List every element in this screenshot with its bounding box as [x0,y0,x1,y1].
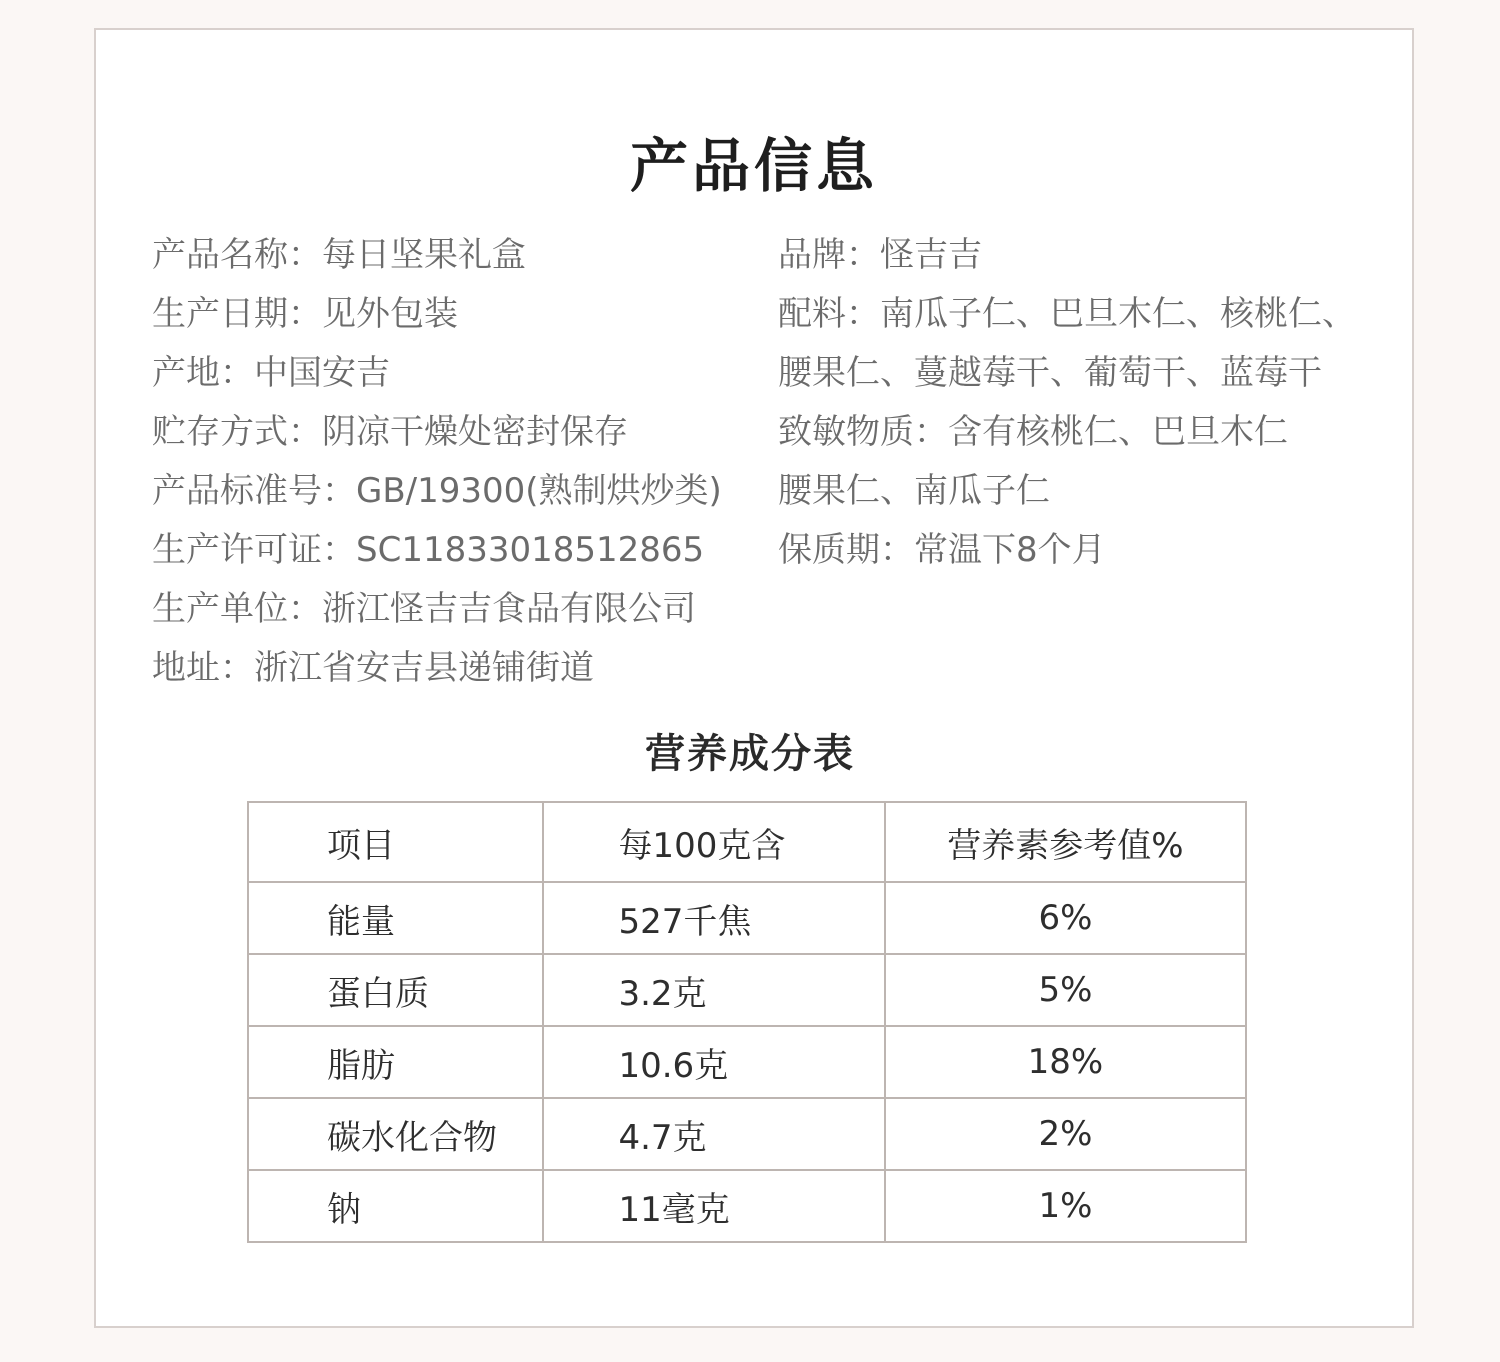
cell-nrv: 18% [885,1026,1246,1098]
cell-amount: 3.2克 [543,954,884,1026]
header-nrv: 营养素参考值% [885,802,1246,882]
cell-item: 碳水化合物 [248,1098,543,1170]
cell-item: 钠 [248,1170,543,1242]
info-right-column [778,226,1356,580]
cell-amount: 527千焦 [543,882,884,954]
nutrition-title: 营养成分表 [645,731,855,777]
cell-item: 脂肪 [248,1026,543,1098]
cell-nrv: 5% [885,954,1246,1026]
cell-item: 能量 [248,882,543,954]
cell-amount: 10.6克 [543,1026,884,1098]
info-origin: 产地：中国安吉 [152,353,390,393]
info-manufacturer: 生产单位：浙江怪吉吉食品有限公司 [152,589,696,629]
table-header-row [248,802,1246,882]
header-item: 项目 [248,802,543,882]
info-product-name: 产品名称：每日坚果礼盒 [152,235,526,275]
table-row [248,954,1246,1026]
info-storage: 贮存方式：阴凉干燥处密封保存 [152,412,628,452]
info-left-column [152,226,722,698]
cell-item: 蛋白质 [248,954,543,1026]
info-brand: 品牌：怪吉吉 [778,235,982,275]
nutrition-table [247,801,1247,1243]
table-row [248,1026,1246,1098]
info-address: 地址：浙江省安吉县递铺街道 [152,648,594,688]
cell-nrv: 6% [885,882,1246,954]
info-allergens-cont: 腰果仁、南瓜子仁 [778,471,1050,511]
info-standard-number: 产品标准号：GB/19300(熟制烘炒类) [152,471,722,511]
info-allergens: 致敏物质：含有核桃仁、巴旦木仁 [778,412,1288,452]
info-ingredients: 配料：南瓜子仁、巴旦木仁、核桃仁、 [778,294,1356,334]
table-row [248,1098,1246,1170]
cell-nrv: 2% [885,1098,1246,1170]
page-title: 产品信息 [629,132,878,200]
info-shelf-life: 保质期：常温下8个月 [778,530,1106,570]
info-production-date: 生产日期：见外包装 [152,294,458,334]
cell-amount: 11毫克 [543,1170,884,1242]
header-per-100g: 每100克含 [543,802,884,882]
cell-amount: 4.7克 [543,1098,884,1170]
info-license: 生产许可证：SC11833018512865 [152,530,705,570]
table-row [248,1170,1246,1242]
info-ingredients-cont: 腰果仁、蔓越莓干、葡萄干、蓝莓干 [778,353,1322,393]
cell-nrv: 1% [885,1170,1246,1242]
table-row [248,882,1246,954]
